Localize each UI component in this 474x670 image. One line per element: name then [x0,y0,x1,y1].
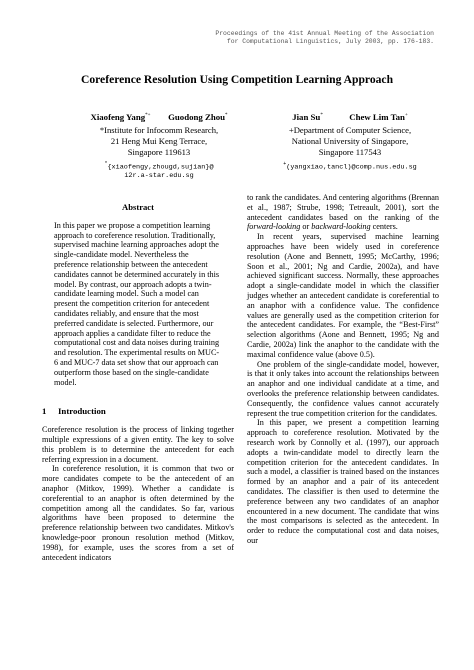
right-paragraph-1: to rank the candidates. And centering algorithms (Brennan et al., 1987; Strube, 1998; Tetreault, 2001), sort the antecedent candidates based on the ranking of the forward-looking or backward-looking centers. [247,193,439,232]
section-number: 1 [42,406,47,417]
affiliation-line: Singapore 119613 [127,146,191,157]
right-column [247,193,439,546]
author-block-right [252,110,448,172]
author-email: +(yangxiao,tancl)@comp.nus.edu.sg [283,160,417,172]
author-name: Guodong Zhou* [168,111,228,122]
author-name: Jian Su* [292,111,323,122]
proceedings-header [134,30,434,47]
paper-title: Coreference Resolution Using Competition Learning Approach [80,73,394,86]
right-paragraph-2: In recent years, supervised machine learning approaches have been widely used in coreference resolution (Aone and Bennett, 1995; McCarthy, 1996; Soon et al., 2001; Ng and Cardie, 2002a), and have achieved significant success. Normally, these approaches adopt a single-candidate model in which the classifier judges whether an antecedent candidate is coreferential to an anaphor with a confidence value. The confidence values are generally used as the competition criterion for the antecedent candidates. For example, the “Best-First” selection algorithms (Aone and Bennett, 1995; Ng and Cardie, 2002a) link the anaphor to the candidate with the maximal confidence value (above 0.5). [247,232,439,359]
section-title: Introduction [58,406,106,417]
section-heading-introduction [42,407,234,417]
affiliation-line: +Department of Computer Science, [288,124,412,135]
right-paragraph-4: In this paper, we present a competition learning approach to coreference resolution. Motivated by the research work by Connolly et al. (1997), our approach adopts a twin-candidate model to directly learn the competition criterion for the antecedent candidates. In such a model, a classifier is trained based on the instances formed by an anaphor and a pair of its antecedent candidates. The classifier is then used to determine the preference between any two candidates of an anaphor encountered in a new document. The candidate that wins the most comparisons is selected as the antecedent. In order to reduce the computational cost and data noises, our [247,418,439,545]
right-paragraph-3: One problem of the single-candidate model, however, is that it only takes into account the relationships between an anaphor and one individual candidate at a time, and overlooks the preference relationship between candidates. Consequently, the confidence values cannot accurately represent the true competition criterion for the candidates. [247,359,439,418]
proceedings-line-2: for Computational Linguistics, July 2003, pp. 176-183. [226,38,434,46]
author-names-right [252,110,448,123]
affiliation-line: National University of Singapore, [291,135,409,146]
author-email: *{xiaofengy,zhougd,sujian}@ i2r.a-star.edu.sg [104,160,214,181]
author-name: Chew Lim Tan+ [349,111,408,122]
affiliation-line: *Institute for Infocomm Research, [99,124,219,135]
affiliation-line: 21 Heng Mui Keng Terrace, [110,135,208,146]
intro-paragraph-1: Coreference resolution is the process of linking together multiple expressions of a given entity. The key to solve this problem is to determine the antecedent for each referring expression in a document. [42,425,234,464]
author-names-left [66,110,252,123]
abstract-body: In this paper we propose a competition learning approach to coreference resolution. Traditionally, supervised machine learning approaches adopt the single-candidate model. Nevertheless the preference relationship between the antecedent candidates cannot be determined accurately in this model. By contrast, our approach adopts a twin-candidate learning model. Such a model can present the competition criterion for antecedent candidates reliably, and ensure that the most preferred candidate is selected. Furthermore, our approach applies a candidate filter to reduce the computational cost and data noises during training and resolution. The experimental results on MUC-6 and MUC-7 data set show that our approach can outperform those based on the single-candidate model. [54,220,220,387]
abstract-heading: Abstract [122,202,154,212]
author-block-left [66,110,252,181]
author-name: Xiaofeng Yang*+ [90,111,151,122]
affiliation-line: Singapore 117543 [318,146,382,157]
proceedings-line-1: Proceedings of the 41st Annual Meeting of the Association [215,30,434,37]
intro-paragraph-2: In coreference resolution, it is common that two or more candidates compete to be the antecedent of an anaphor (Mitkov, 1999). Whether a candidate is coreferential to an anaphor is often determined by the competition among all the candidates. So far, various algorithms have been proposed to determine the preference relationship between two candidates. Mitkov's knowledge-poor pronoun resolution method (Mitkov, 1998), for example, uses the scores from a set of antecedent indicators [42,464,234,562]
left-column [42,193,234,562]
